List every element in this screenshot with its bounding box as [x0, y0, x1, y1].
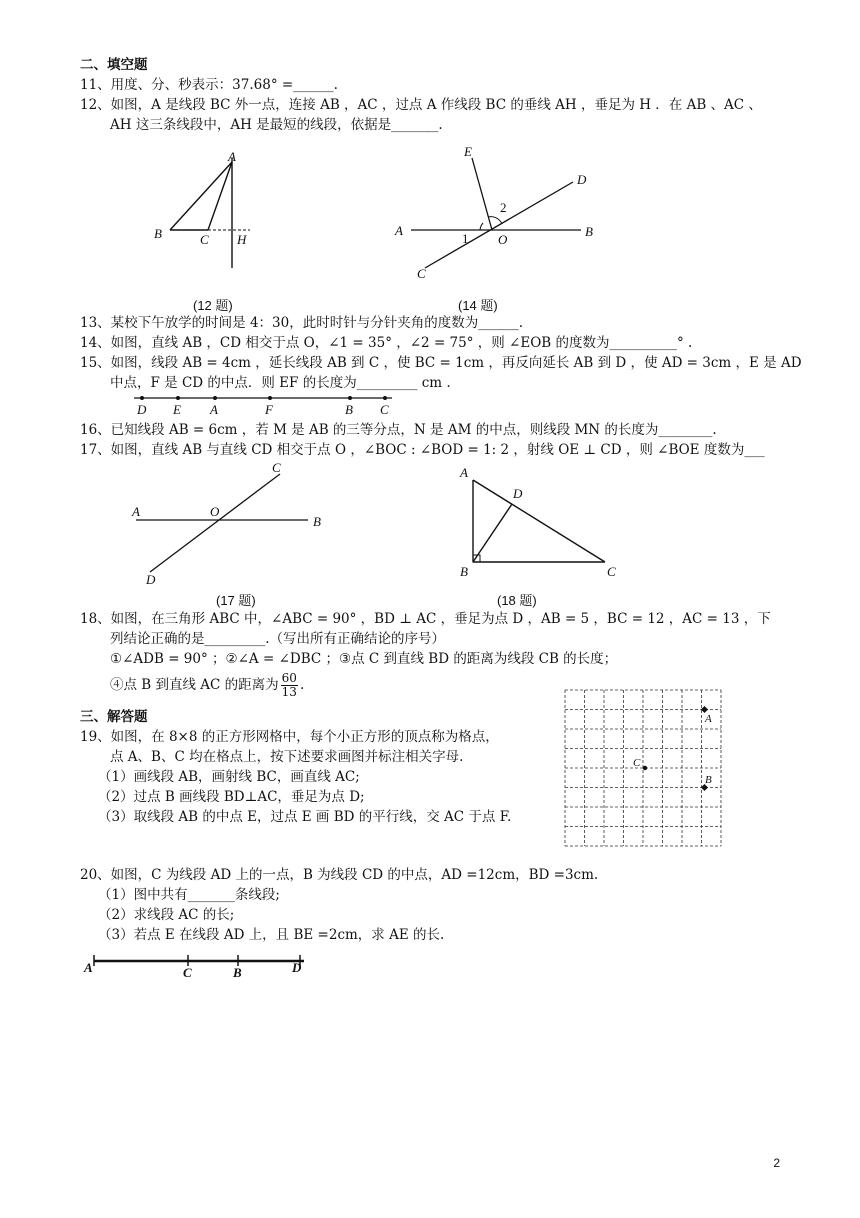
question-19-line2: 点 A、B、C 均在格点上，按下述要求画图并标注相关字母. [110, 749, 464, 765]
question-20-part2: （2）求线段 AC 的长; [98, 907, 235, 923]
fig14-label-angle2: 2 [500, 200, 507, 215]
fig19-label-A: A [705, 713, 712, 725]
fig20-label-D: D [292, 960, 302, 975]
fig15-label-B: B [345, 402, 353, 417]
question-15-line2: 中点，F 是 CD 的中点．则 EF 的长度为_________ cm . [110, 375, 451, 391]
question-20-part1: （1）图中共有_______条线段; [98, 887, 280, 903]
question-19-part1: （1）画线段 AB，画射线 BC，画直线 AC; [98, 769, 360, 785]
section-heading-answers: 三、解答题 [80, 709, 148, 725]
figure-18 [455, 462, 625, 582]
fig18-label-B: B [460, 564, 468, 579]
fraction-60-13 [281, 672, 298, 699]
question-12-line2: AH 这三条线段中，AH 是最短的线段，依据是_______. [110, 117, 443, 133]
question-12-line1: 12、如图，A 是线段 BC 外一点，连接 AB ，AC ，过点 A 作线段 BC 的垂线 AH ，垂足为 H ．在 AB 、AC 、 [80, 97, 762, 113]
page-number: 2 [773, 1156, 780, 1170]
fig17-label-B: B [313, 514, 321, 529]
q18-option4-end: . [299, 677, 305, 693]
fig20-label-B: B [233, 965, 242, 980]
question-19-line1: 19、如图，在 8×8 的正方形网格中，每个小正方形的顶点称为格点， [80, 729, 499, 745]
figure-17-caption: (17 题) [216, 593, 256, 608]
fig18-label-A: A [460, 465, 468, 480]
fraction-denominator: 13 [281, 685, 297, 699]
fig12-label-C: C [200, 232, 209, 247]
question-16: 16、已知线段 AB = 6cm ，若 M 是 AB 的三等分点，N 是 AM 的中点，则线段 MN 的长度为________. [80, 422, 717, 438]
fig17-label-O: O [210, 504, 220, 519]
question-19-part2: （2）过点 B 画线段 BD⊥AC，垂足为点 D; [98, 789, 365, 805]
fig15-label-C: C [380, 402, 389, 417]
q18-option4-text: ④点 B 到直线 AC 的距离为 [110, 677, 279, 693]
fig12-label-B: B [154, 226, 162, 241]
fig15-label-D: D [137, 402, 147, 417]
fig14-label-O: O [498, 232, 508, 247]
fig12-label-A: A [228, 149, 236, 164]
fig18-label-D: D [513, 486, 523, 501]
question-15-line1: 15、如图，线段 AB = 4cm ，延长线段 AB 到 C ，使 BC = 1cm ，再反向延长 AB 到 D ，使 AD = 3cm ，E 是 AD [80, 355, 802, 371]
figure-18-caption: (18 题) [497, 593, 537, 608]
fig14-label-C: C [417, 266, 426, 281]
fig19-label-B: B [705, 774, 712, 786]
fig14-label-A: A [395, 223, 403, 238]
fig19-label-C: C [633, 757, 641, 769]
question-20-part3: （3）若点 E 在线段 AD 上，且 BE =2cm，求 AE 的长. [98, 927, 445, 943]
fig14-label-B: B [585, 224, 593, 239]
question-19-part3: （3）取线段 AB 的中点 E，过点 E 画 BD 的平行线，交 AC 于点 F. [98, 809, 512, 825]
figure-17 [130, 460, 330, 590]
fig20-label-C: C [183, 965, 192, 980]
figure-20 [80, 952, 320, 982]
fig15-label-E: E [173, 402, 181, 417]
fig20-label-A: A [84, 960, 93, 975]
fig14-label-angle1: 1 [462, 231, 469, 246]
question-18-line2: 列结论正确的是_________.（写出所有正确结论的序号） [110, 631, 446, 647]
fig15-label-F: F [265, 402, 273, 417]
fraction-numerator: 60 [281, 671, 297, 685]
question-18-line4 [110, 672, 304, 699]
fig15-label-A: A [210, 402, 218, 417]
question-14: 14、如图，直线 AB ，CD 相交于点 O，∠1 = 35° ，∠2 = 75° ，则 ∠EOB 的度数为__________° . [80, 335, 693, 351]
fig14-label-D: D [577, 172, 587, 187]
question-17: 17、如图，直线 AB 与直线 CD 相交于点 O ，∠BOC : ∠BOD = 1: 2 ，射线 OE ⊥ CD ，则 ∠BOE 度数为___ [80, 442, 765, 458]
question-13: 13、某校下午放学的时间是 4：30，此时时针与分针夹角的度数为______. [80, 315, 524, 331]
section-heading-fill-blank: 二、填空题 [80, 57, 148, 73]
figure-12 [150, 148, 260, 278]
fig18-label-C: C [607, 564, 616, 579]
figure-19-grid [565, 690, 725, 850]
figure-12-caption: (12 题) [193, 298, 233, 313]
fig17-label-C: C [272, 460, 281, 475]
question-20-line1: 20、如图，C 为线段 AD 上的一点，B 为线段 CD 的中点，AD =12cm，BD =3cm. [80, 867, 599, 883]
fig14-label-E: E [464, 144, 472, 159]
question-18-line3: ①∠ADB = 90° ；②∠A = ∠DBC ；③点 C 到直线 BD 的距离为线段 CB 的长度； [110, 651, 618, 667]
fig17-label-D: D [146, 572, 156, 587]
figure-14-caption: (14 题) [458, 298, 498, 313]
question-11: 11、用度、分、秒表示：37.68° =______. [80, 77, 338, 93]
figure-14 [395, 140, 605, 285]
fig17-label-A: A [132, 504, 140, 519]
fig12-label-H: H [237, 232, 247, 247]
question-18-line1: 18、如图，在三角形 ABC 中，∠ABC = 90° ，BD ⊥ AC ，垂足为点 D ，AB = 5 ，BC = 12 ，AC = 13 ，下 [80, 611, 771, 627]
figure-15 [130, 392, 400, 418]
